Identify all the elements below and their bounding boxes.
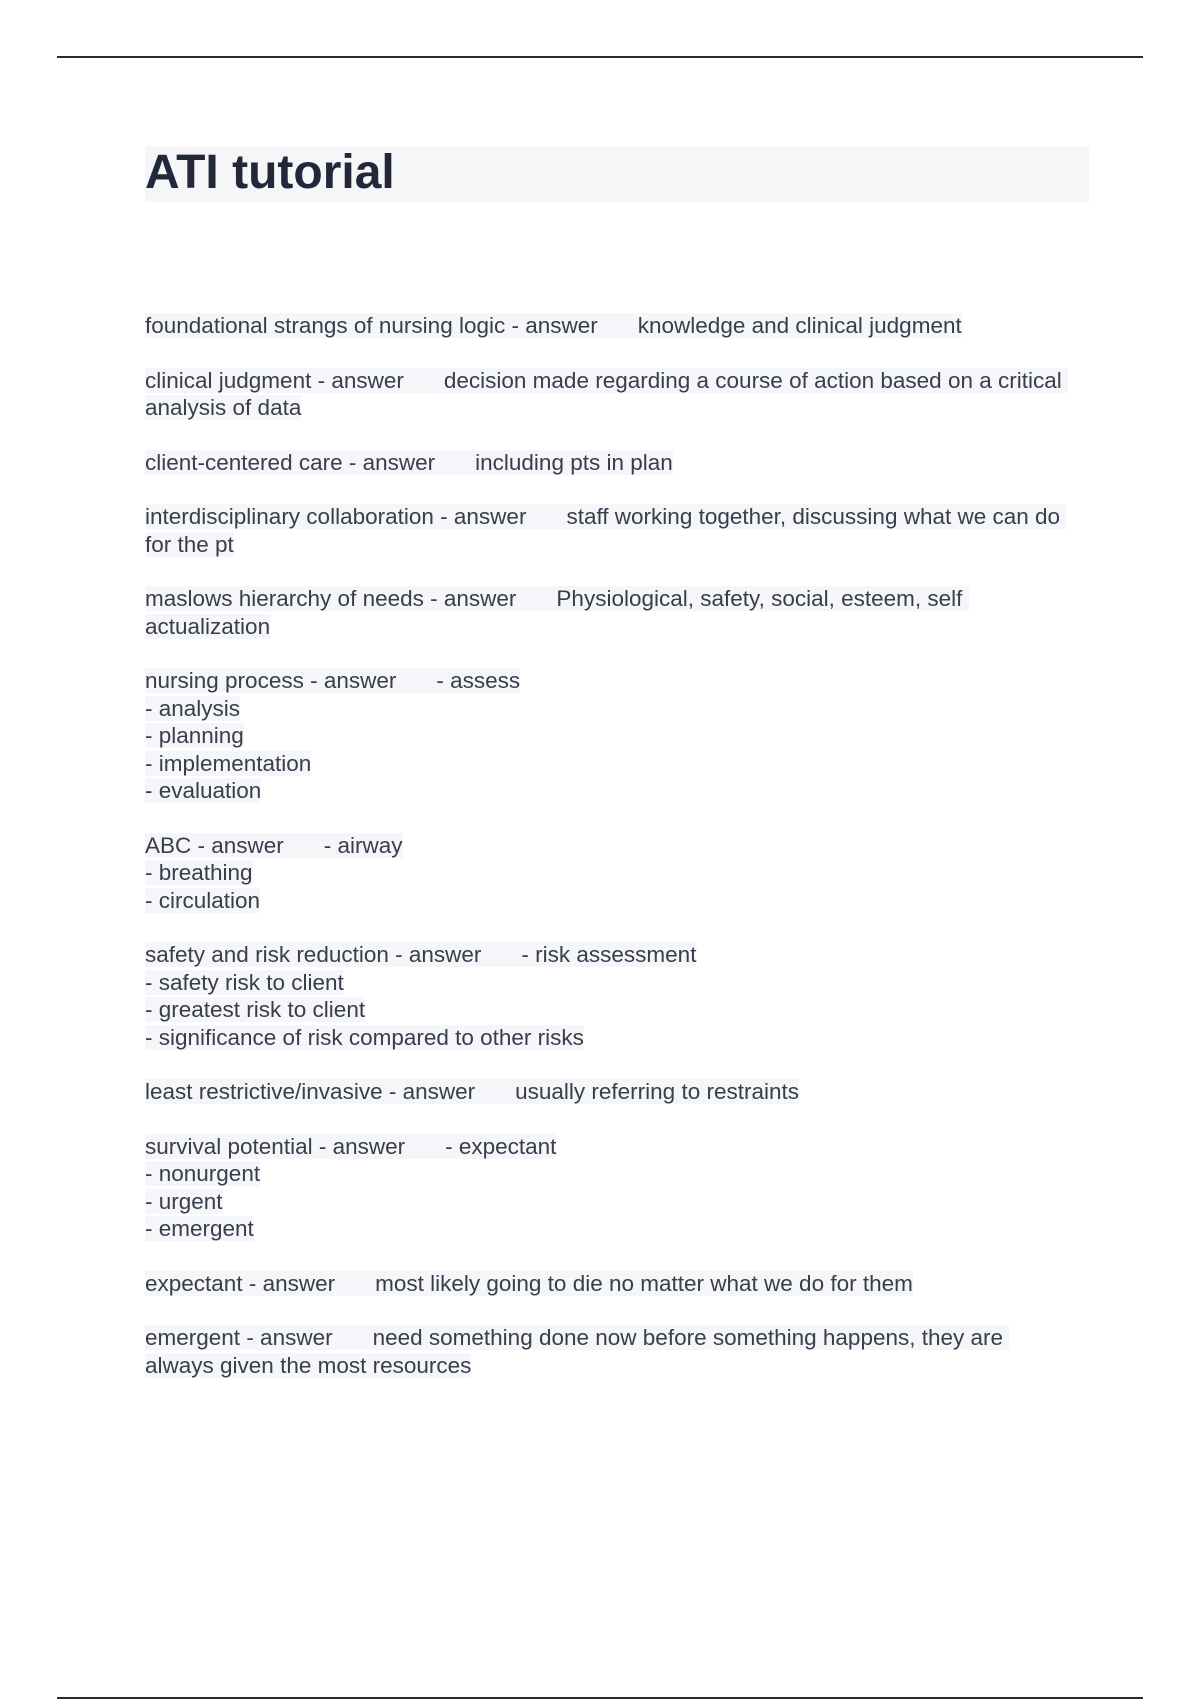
- card-definition: knowledge and clinical judgment: [637, 313, 962, 338]
- card-term: client-centered care: [145, 449, 343, 475]
- card-separator: - answer: [382, 1079, 476, 1104]
- card-definition: usually referring to restraints: [515, 1079, 799, 1104]
- card-separator: - answer: [312, 1133, 406, 1159]
- card-term: interdisciplinary collaboration: [145, 504, 434, 529]
- page-title: ATI tutorial: [145, 146, 395, 199]
- card-term: emergent: [145, 1325, 241, 1350]
- card-definition: most likely going to die no matter what we do for them: [375, 1270, 913, 1296]
- card-separator: - answer: [423, 586, 517, 611]
- flashcard: [145, 1078, 1075, 1106]
- card-term: foundational strangs of nursing logic: [145, 313, 506, 338]
- card-separator: - answer: [388, 942, 482, 967]
- card-separator: - answer: [242, 1270, 336, 1296]
- card-term: least restrictive/invasive: [145, 1079, 383, 1104]
- card-term: ABC: [145, 832, 192, 858]
- top-rule: [57, 56, 1143, 58]
- card-definition: - assess - analysis - planning - implementation - evaluation: [145, 668, 521, 803]
- card-term: survival potential: [145, 1133, 313, 1159]
- card-definition: - risk assessment - safety risk to client - greatest risk to client - significance of risk compared to other risks: [145, 942, 697, 1050]
- card-definition: - airway - breathing - circulation: [145, 832, 403, 913]
- bottom-rule: [57, 1697, 1143, 1699]
- card-definition: Physiological, safety, social, esteem, self actualization: [145, 586, 969, 639]
- flashcard: [145, 367, 1075, 422]
- flashcard: [145, 503, 1075, 558]
- flashcard: [145, 832, 1075, 915]
- flashcard: [145, 667, 1075, 805]
- flashcard: [145, 449, 1075, 477]
- flashcard: [145, 312, 1075, 340]
- card-term: nursing process: [145, 668, 304, 693]
- card-separator: - answer: [240, 1325, 333, 1350]
- flashcard: [145, 1324, 1075, 1379]
- card-definition: including pts in plan: [475, 449, 673, 475]
- card-separator: - answer: [191, 832, 284, 858]
- card-definition: staff working together, discussing what we can do for the pt: [145, 504, 1067, 557]
- flashcard: [145, 1133, 1075, 1243]
- card-term: maslows hierarchy of needs: [145, 586, 424, 611]
- card-definition: - expectant - nonurgent - urgent - emergent: [145, 1133, 557, 1241]
- card-definition: need something done now before something happens, they are always given the most resources: [145, 1325, 1010, 1378]
- card-term: expectant: [145, 1270, 243, 1296]
- card-term: clinical judgment: [145, 367, 312, 393]
- card-term: safety and risk reduction: [145, 942, 389, 967]
- flashcard-list: [145, 312, 1075, 1406]
- flashcard: [145, 585, 1075, 640]
- card-separator: - answer: [342, 449, 436, 475]
- card-separator: - answer: [433, 504, 527, 529]
- flashcard: [145, 941, 1075, 1051]
- card-separator: - answer: [303, 668, 397, 693]
- flashcard: [145, 1270, 1075, 1298]
- card-definition: decision made regarding a course of action based on a critical analysis of data: [145, 367, 1069, 420]
- card-separator: - answer: [505, 313, 598, 338]
- card-separator: - answer: [311, 367, 404, 393]
